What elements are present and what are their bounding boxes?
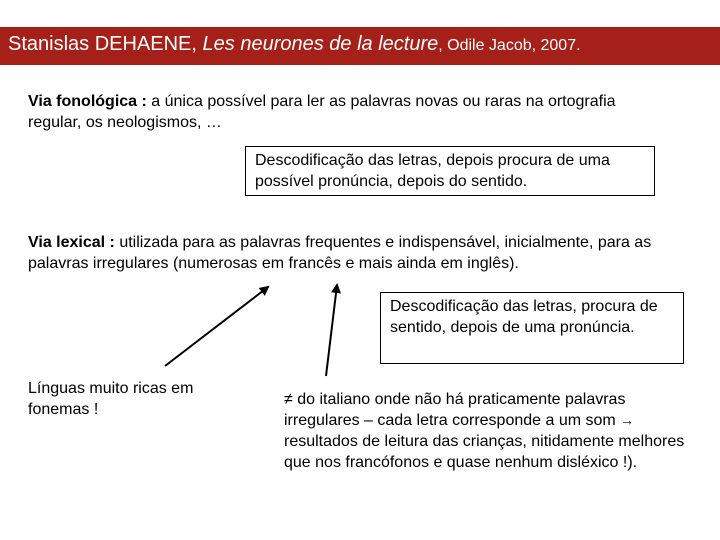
left-arrow xyxy=(165,287,268,366)
via-fonologica-text: a única possível para ler as palavras novas ou raras na ortografia regular, os neologismos, … xyxy=(28,93,616,131)
title-book: Les neurones de la lecture xyxy=(202,33,439,55)
phonological-decoding-text: Descodificação das letras, depois procura de uma possível pronúncia, depois do sentido. xyxy=(255,152,610,190)
right-note-text-2: resultados de leitura das crianças, nitidamente melhores que nos francófonos e quase nenhum disléxico !). xyxy=(284,433,685,471)
via-lexical-text: utilizada para as palavras frequentes e indispensável, inicialmente, para as palavras irregulares (numerosas em francês e mais ainda em inglês). xyxy=(28,234,652,272)
via-fonologica-label: Via fonológica : xyxy=(28,93,152,110)
via-lexical-label: Via lexical : xyxy=(28,234,120,251)
right-note-text-1: ≠ do italiano onde não há praticamente palavras irregulares – cada letra corresponde a um som xyxy=(284,391,626,429)
center-arrow xyxy=(326,285,337,376)
title-author: Stanislas DEHAENE, xyxy=(8,33,203,55)
left-note xyxy=(28,378,233,420)
lexical-decoding-text: Descodificação das letras, procura de sentido, depois de uma pronúncia. xyxy=(390,298,658,336)
right-note xyxy=(284,389,694,473)
lexical-decoding-box xyxy=(380,292,684,364)
right-arrow-icon: → xyxy=(620,412,635,428)
left-note-text: Línguas muito ricas em fonemas ! xyxy=(28,380,194,418)
title-publisher: , Odile Jacob, 2007. xyxy=(438,37,581,54)
